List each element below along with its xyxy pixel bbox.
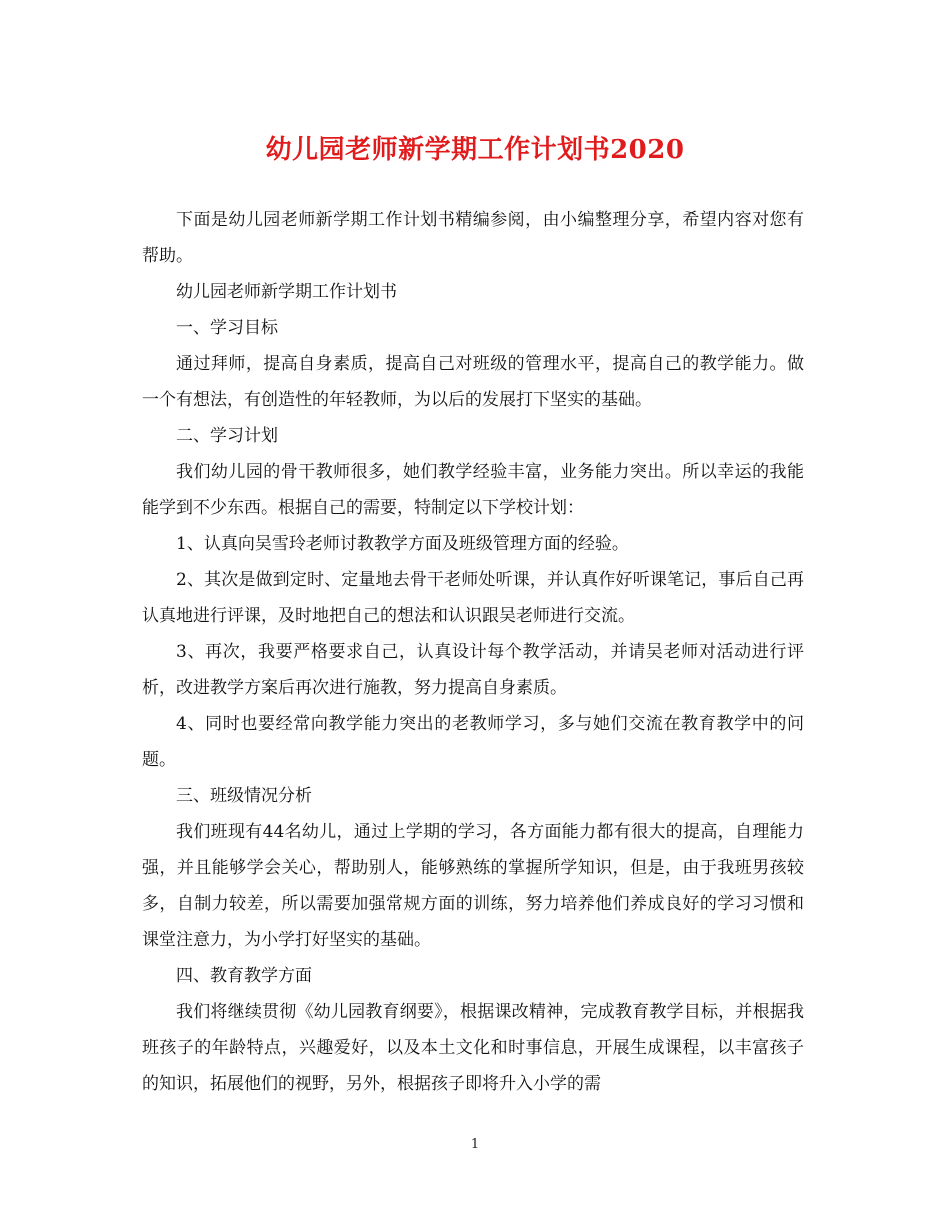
page-number: 1 <box>470 1137 480 1152</box>
paragraph-teaching: 我们将继续贯彻《幼儿园教育纲要》，根据课改精神，完成教育教学目标，并根据我班孩子的年龄特点，兴趣爱好，以及本土文化和时事信息，开展生成课程，以丰富孩子的知识，拓展他们的视野，另外，根据孩子即将升入小学的需 <box>142 1002 804 1094</box>
paragraph-class-analysis: 我们班现有44名幼儿，通过上学期的学习，各方面能力都有很大的提高，自理能力强，并且能够学会关心，帮助别人，能够熟练的掌握所学知识，但是，由于我班男孩较多，自制力较差，所以需要加强常规方面的训练，努力培养他们养成良好的学习习惯和课堂注意力，为小学打好坚实的基础。 <box>142 822 804 950</box>
section-heading-3: 三、班级情况分析 <box>176 786 312 806</box>
paragraph-learning-plan: 我们幼儿园的骨干教师很多，她们教学经验丰富，业务能力突出。所以幸运的我能能学到不少东西。根据自己的需要，特制定以下学校计划： <box>142 462 804 518</box>
section-heading-2: 二、学习计划 <box>176 426 278 446</box>
section-heading-1: 一、学习目标 <box>176 318 278 338</box>
paragraph-subtitle: 幼儿园老师新学期工作计划书 <box>176 282 397 302</box>
list-item-2: 2、其次是做到定时、定量地去骨干老师处听课，并认真作好听课笔记，事后自己再认真地进行评课，及时地把自己的想法和认识跟吴老师进行交流。 <box>142 570 804 626</box>
document-title: 幼儿园老师新学期工作计划书2020 <box>265 135 685 165</box>
section-heading-4: 四、教育教学方面 <box>176 966 312 986</box>
list-item-4: 4、同时也要经常向教学能力突出的老教师学习，多与她们交流在教育教学中的问题。 <box>142 714 804 770</box>
paragraph-learning-goal: 通过拜师，提高自身素质，提高自己对班级的管理水平，提高自己的教学能力。做一个有想法，有创造性的年轻教师，为以后的发展打下坚实的基础。 <box>142 354 804 410</box>
list-item-1: 1、认真向吴雪玲老师讨教教学方面及班级管理方面的经验。 <box>176 534 629 554</box>
document-body <box>142 202 804 1102</box>
paragraph-intro: 下面是幼儿园老师新学期工作计划书精编参阅，由小编整理分享，希望内容对您有帮助。 <box>142 210 804 266</box>
list-item-3: 3、再次，我要严格要求自己，认真设计每个教学活动，并请吴老师对活动进行评析，改进教学方案后再次进行施教，努力提高自身素质。 <box>142 642 804 698</box>
